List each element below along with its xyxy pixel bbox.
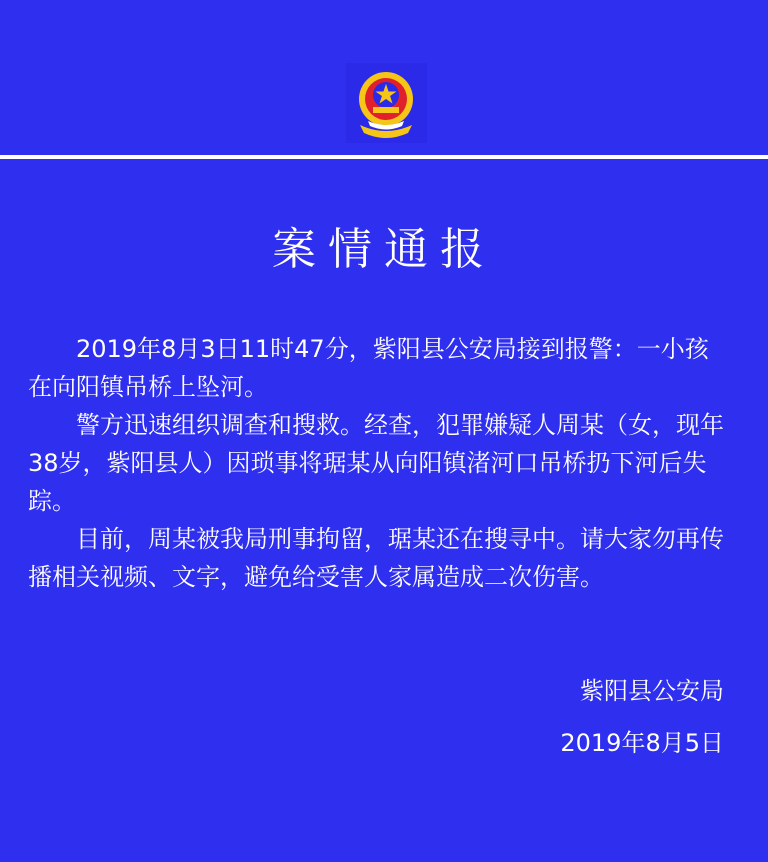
- issue-date: 2019年8月5日: [560, 729, 724, 757]
- paragraph-2: 警方迅速组织调查和搜救。经查，犯罪嫌疑人周某（女，现年38岁，紫阳县人）因琐事将琚某从向阳镇渚河口吊桥扔下河后失踪。: [28, 411, 724, 515]
- notice-body: [28, 330, 728, 596]
- header-divider: [0, 155, 768, 159]
- signature-block: [560, 672, 724, 776]
- page-title: 案情通报: [272, 224, 496, 275]
- issuer-name: 紫阳县公安局: [580, 677, 724, 705]
- paragraph-3: 目前，周某被我局刑事拘留，琚某还在搜寻中。请大家勿再传播相关视频、文字，避免给受害人家属造成二次伤害。: [28, 525, 724, 591]
- paragraph-1: 2019年8月3日11时47分，紫阳县公安局接到报警：一小孩在向阳镇吊桥上坠河。: [28, 335, 709, 401]
- police-emblem-icon: [346, 63, 427, 143]
